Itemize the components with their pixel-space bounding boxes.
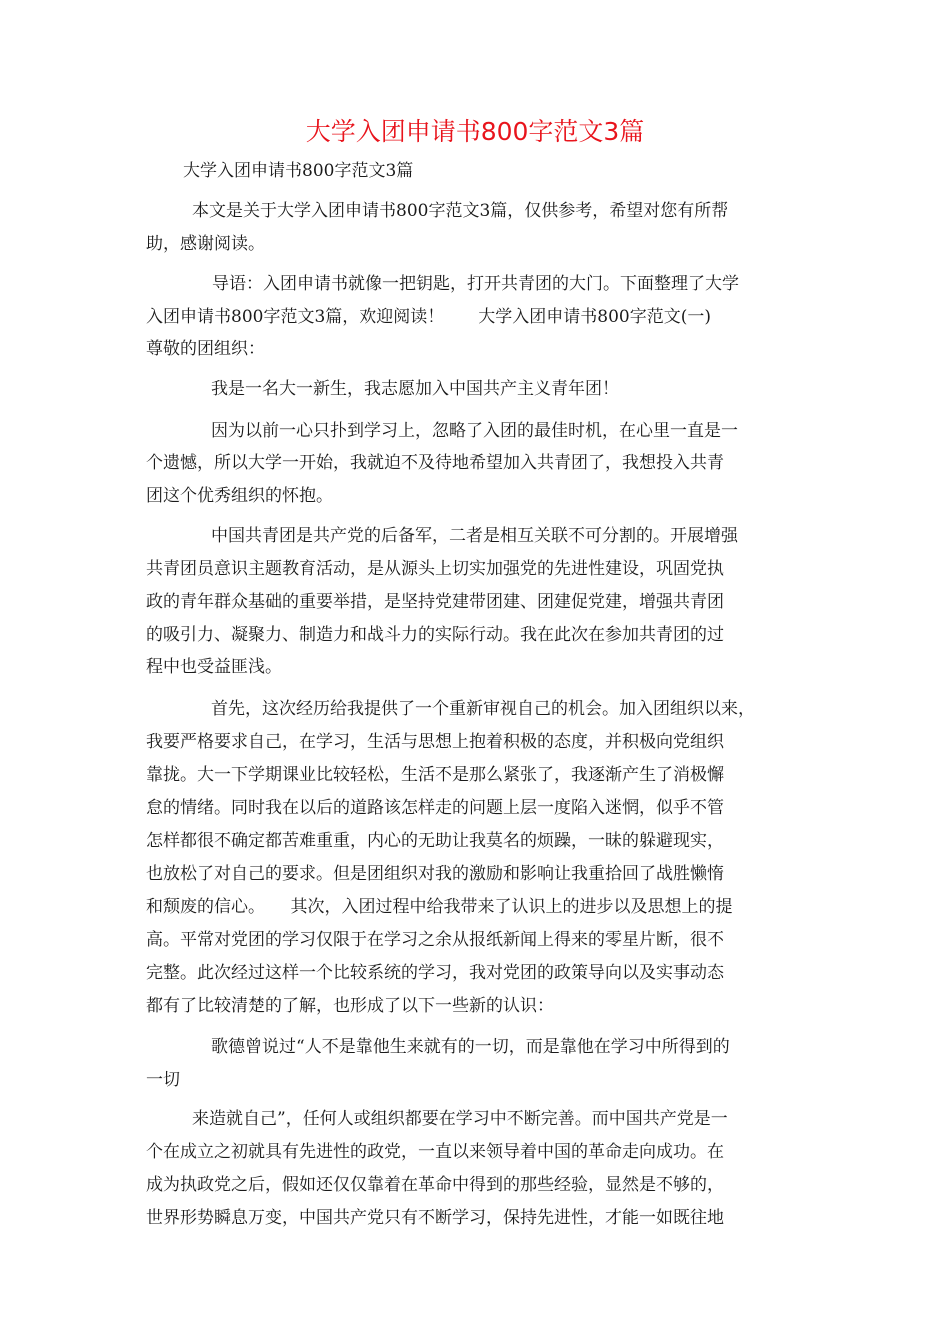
text-line: 导语：入团申请书就像一把钥匙，打开共青团的大门。下面整理了大学 (212, 274, 739, 294)
text-line: 政的青年群众基础的重要举措，是坚持党建带团建、团建促党建，增强共青团 (146, 592, 724, 612)
text-line: 我要严格要求自己，在学习，生活与思想上抱着积极的态度，并积极向党组织 (146, 732, 724, 752)
text-line: 完整。此次经过这样一个比较系统的学习，我对党团的政策导向以及实事动态 (146, 963, 724, 983)
text-line: 怠的情绪。同时我在以后的道路该怎样走的问题上层一度陷入迷惘，似乎不管 (146, 798, 724, 818)
text-line: 团这个优秀组织的怀抱。 (146, 486, 333, 506)
text-line: 靠拢。大一下学期课业比较轻松，生活不是那么紧张了，我逐渐产生了消极懈 (146, 765, 724, 785)
text-line: 成为执政党之后，假如还仅仅靠着在革命中得到的那些经验，显然是不够的， (146, 1175, 724, 1195)
text-line: 个在成立之初就具有先进性的政党，一直以来领导着中国的革命走向成功。在 (146, 1142, 724, 1162)
text-line: 程中也受益匪浅。 (146, 657, 282, 677)
text-line: 尊敬的团组织： (146, 339, 265, 359)
text-line: 世界形势瞬息万变，中国共产党只有不断学习，保持先进性，才能一如既往地 (146, 1208, 724, 1228)
text-line: 本文是关于大学入团申请书800字范文3篇，仅供参考，希望对您有所帮 (192, 201, 729, 221)
text-line: 首先，这次经历给我提供了一个重新审视自己的机会。加入团组织以来， (211, 699, 755, 719)
document-title: 大学入团申请书800字范文3篇 (305, 117, 645, 146)
text-line: 个遗憾，所以大学一开始，我就迫不及待地希望加入共青团了，我想投入共青 (146, 453, 724, 473)
text-line: 和颓废的信心。 其次，入团过程中给我带来了认识上的进步以及思想上的提 (146, 897, 733, 917)
text-line: 歌德曾说过“人不是靠他生来就有的一切，而是靠他在学习中所得到的 (211, 1037, 730, 1057)
text-line: 的吸引力、凝聚力、制造力和战斗力的实际行动。我在此次在参加共青团的过 (146, 625, 724, 645)
subtitle-line: 大学入团申请书800字范文3篇 (183, 161, 414, 181)
text-line: 高。平常对党团的学习仅限于在学习之余从报纸新闻上得来的零星片断，很不 (146, 930, 724, 950)
text-line: 都有了比较清楚的了解，也形成了以下一些新的认识： (146, 996, 554, 1016)
text-line: 因为以前一心只扑到学习上，忽略了入团的最佳时机，在心里一直是一 (211, 421, 738, 441)
text-line: 我是一名大一新生，我志愿加入中国共产主义青年团！ (211, 379, 619, 399)
text-line: 一切 (146, 1070, 180, 1090)
text-line: 来造就自己”，任何人或组织都要在学习中不断完善。而中国共产党是一 (192, 1109, 728, 1129)
text-line: 中国共青团是共产党的后备军，二者是相互关联不可分割的。开展增强 (211, 526, 738, 546)
text-line: 共青团员意识主题教育活动，是从源头上切实加强党的先进性建设，巩固党执 (146, 559, 724, 579)
text-line: 也放松了对自己的要求。但是团组织对我的激励和影响让我重拾回了战胜懒惰 (146, 864, 724, 884)
text-line: 怎样都很不确定都苦难重重，内心的无助让我莫名的烦躁，一昧的躲避现实， (146, 831, 724, 851)
text-line: 入团申请书800字范文3篇，欢迎阅读！ 大学入团申请书800字范文(一) (146, 307, 711, 327)
text-line: 助，感谢阅读。 (146, 234, 265, 254)
